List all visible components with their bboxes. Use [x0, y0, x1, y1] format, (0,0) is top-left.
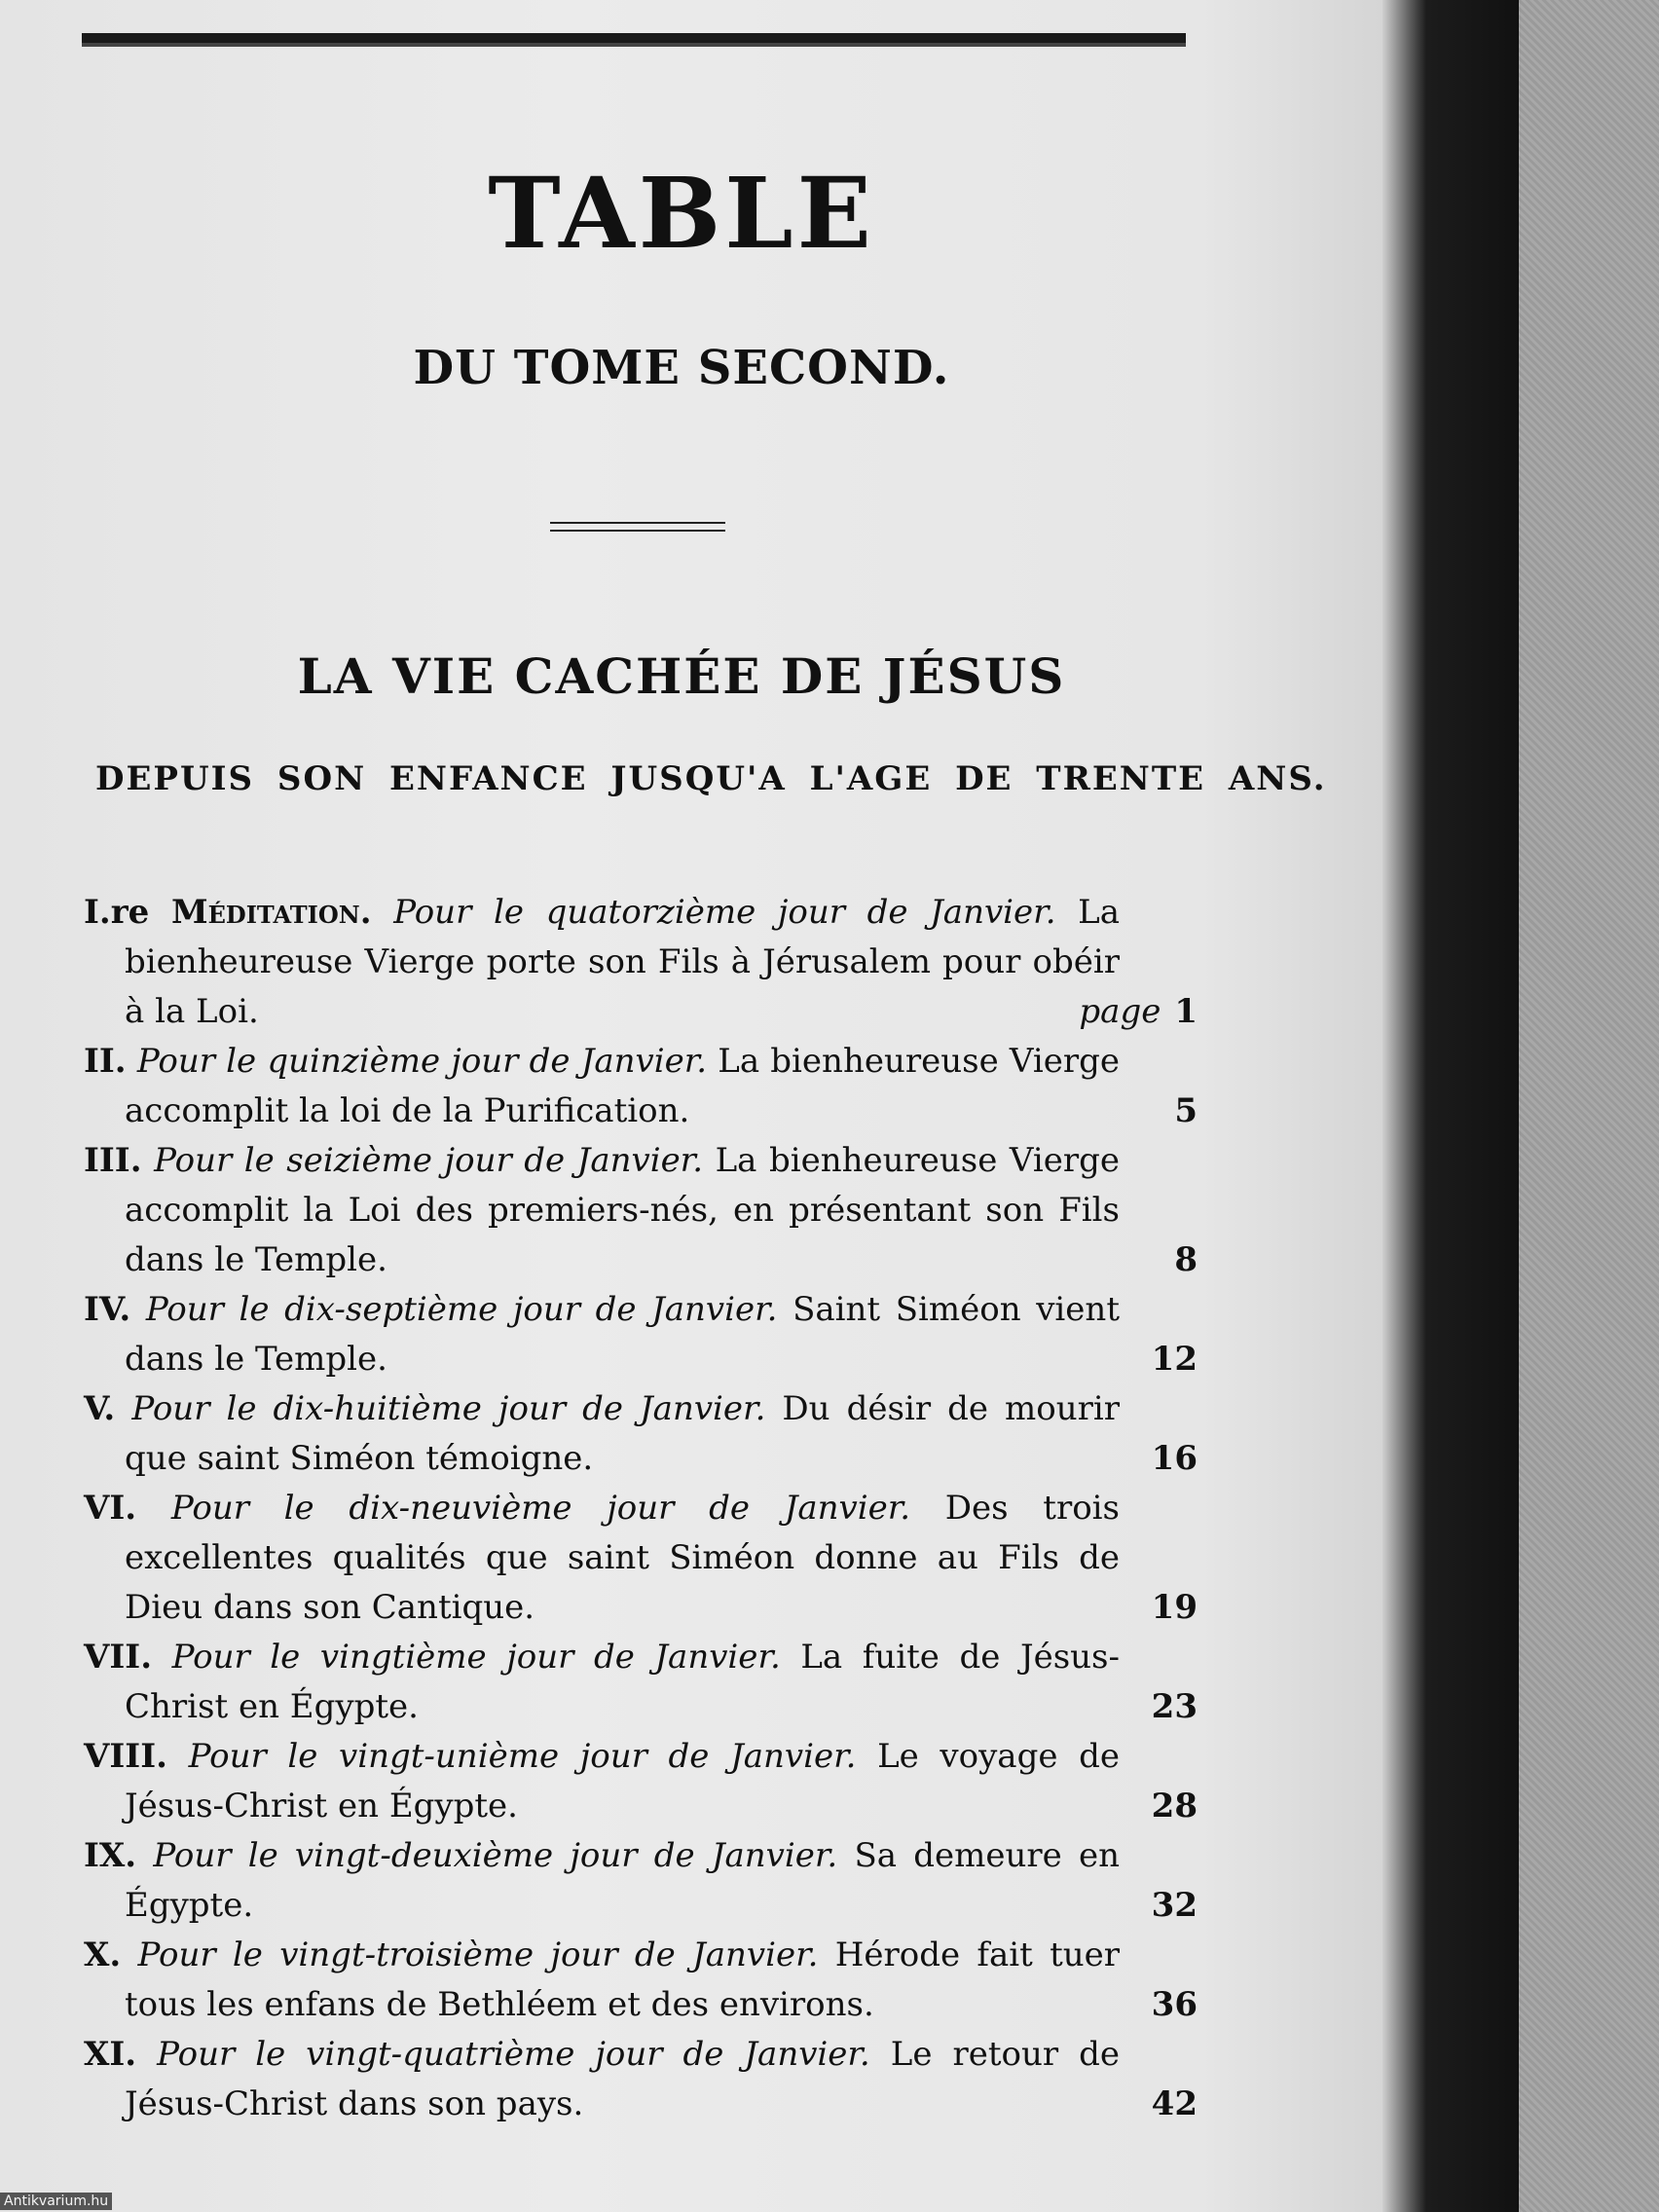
page-title: TABLE — [488, 156, 875, 271]
page-number: 8 — [1174, 1240, 1198, 1279]
entry-description: Hérode fait tuer tous les enfans de Bethléem et des environs. — [125, 1936, 1121, 2024]
entry-description: La fuite de Jésus-Christ en Égypte. — [125, 1638, 1120, 1726]
entry-date: Pour le dix-septième jour de Janvier. — [145, 1290, 778, 1329]
entry-date: Pour le vingt-troisième jour de Janvier. — [137, 1936, 819, 1974]
entry-number: X. — [84, 1936, 122, 1974]
entry-page — [1079, 987, 1198, 1037]
entry-number: III. — [84, 1141, 142, 1180]
toc-entry — [84, 1931, 1198, 2030]
entry-date: Pour le vingt-unième jour de Janvier. — [188, 1737, 857, 1776]
entry-description: La bienheureuse Vierge accomplit la Loi des premiers-nés, en présentant son Fils dans le Temple. — [125, 1141, 1120, 1279]
toc-entry-text — [84, 1285, 1120, 1384]
toc-entry — [84, 1633, 1198, 1732]
toc-entry-text — [84, 2030, 1120, 2129]
page-number: 32 — [1151, 1886, 1198, 1925]
toc-entry-text — [84, 888, 1120, 1037]
section-title: LA VIE CACHÉE DE JÉSUS — [297, 647, 1066, 705]
page-number: 23 — [1151, 1687, 1198, 1726]
page-number: 19 — [1151, 1588, 1198, 1627]
entry-date: Pour le dix-neuvième jour de Janvier. — [170, 1489, 911, 1528]
book-spine — [1382, 0, 1519, 2212]
entry-date: Pour le quatorzième jour de Janvier. — [393, 893, 1056, 932]
entry-description: La bienheureuse Vierge porte son Fils à Jérusalem pour obéir à la Loi. — [125, 893, 1121, 1031]
entry-number: VIII. — [84, 1737, 167, 1776]
top-rule — [82, 33, 1186, 47]
entry-date: Pour le vingt-quatrième jour de Janvier. — [157, 2035, 870, 2074]
toc-entry — [84, 1732, 1198, 1831]
entry-description: Sa demeure en Égypte. — [125, 1836, 1120, 1925]
entry-date: Pour le vingt-deuxième jour de Janvier. — [153, 1836, 838, 1875]
page-number: 28 — [1151, 1787, 1198, 1825]
page-word: page — [1079, 992, 1161, 1031]
entry-number: XI. — [84, 2035, 137, 2074]
toc-entry-text — [84, 1136, 1120, 1285]
entry-number: IX. — [84, 1836, 137, 1875]
page-number: 5 — [1174, 1091, 1198, 1130]
entry-description: La bienheureuse Vierge accomplit la loi de la Purification. — [125, 1042, 1120, 1130]
toc-entry-text — [84, 1384, 1120, 1484]
entry-date: Pour le quinzième jour de Janvier. — [136, 1042, 708, 1081]
entry-date: Pour le seizième jour de Janvier. — [154, 1141, 704, 1180]
toc-entry — [84, 1384, 1198, 1484]
ornament-divider — [550, 522, 725, 532]
toc-entry-text — [84, 1037, 1120, 1136]
toc-entry-text — [84, 1633, 1120, 1732]
toc-entry — [84, 1484, 1198, 1633]
entry-description: Des trois excellentes qualités que saint Siméon donne au Fils de Dieu dans son Cantique. — [125, 1489, 1121, 1627]
toc-entry — [84, 1285, 1198, 1384]
toc-entry-text — [84, 1484, 1120, 1633]
toc-entry — [84, 1037, 1198, 1136]
watermark: Antikvarium.hu — [0, 2193, 112, 2210]
page-number: 1 — [1174, 992, 1198, 1031]
toc-entry — [84, 888, 1198, 1037]
entry-number: IV. — [84, 1290, 131, 1329]
entry-number: II. — [84, 1042, 127, 1081]
entry-description: Le voyage de Jésus-Christ en Égypte. — [125, 1737, 1120, 1825]
entry-label: Méditation. — [170, 893, 372, 932]
entry-number: VI. — [84, 1489, 137, 1528]
entry-description: Le retour de Jésus-Christ dans son pays. — [125, 2035, 1121, 2123]
entry-date: Pour le dix-huitième jour de Janvier. — [131, 1389, 766, 1428]
entry-description: Saint Siméon vient dans le Temple. — [125, 1290, 1120, 1379]
page-number: 36 — [1151, 1985, 1198, 2024]
page-subtitle: DU TOME SECOND. — [413, 341, 950, 395]
page-number: 12 — [1151, 1340, 1198, 1379]
entry-description: Du désir de mourir que saint Siméon témoigne. — [125, 1389, 1121, 1478]
table-of-contents — [84, 888, 1198, 2129]
book-cover-fabric — [1519, 0, 1659, 2212]
entry-number: I.re — [84, 893, 150, 932]
toc-entry — [84, 1831, 1198, 1931]
toc-entry-text — [84, 1931, 1120, 2030]
entry-date: Pour le vingtième jour de Janvier. — [171, 1638, 781, 1677]
page-number: 16 — [1151, 1439, 1198, 1478]
toc-entry-text — [84, 1831, 1120, 1931]
section-subtitle: DEPUIS SON ENFANCE JUSQU'A L'AGE DE TRENTE ANS. — [95, 759, 1327, 798]
toc-entry — [84, 2030, 1198, 2129]
entry-number: V. — [84, 1389, 116, 1428]
toc-entry — [84, 1136, 1198, 1285]
entry-number: VII. — [84, 1638, 153, 1677]
toc-entry-text — [84, 1732, 1120, 1831]
page-number: 42 — [1151, 2084, 1198, 2123]
